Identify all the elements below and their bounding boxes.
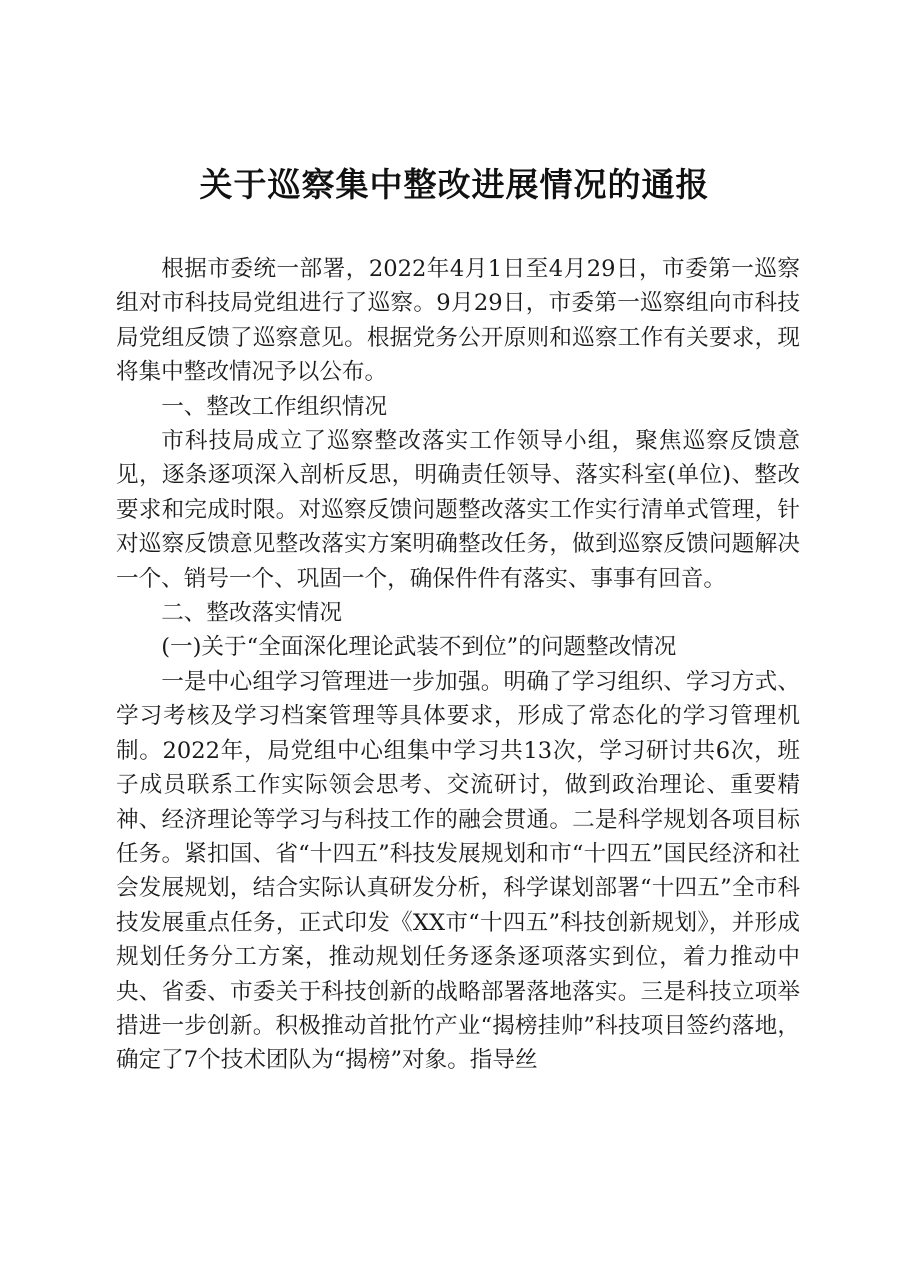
paragraph-organization: 市科技局成立了巡察整改落实工作领导小组，聚焦巡察反馈意见，逐条逐项深入剖析反思，明确责任领导、落实科室(单位)、整改要求和完成时限。对巡察反馈问题整改落实工作实行清单式管理，针对巡察反馈意见整改落实方案明确整改任务，做到巡察反馈问题解决一个、销号一个、巩固一个，确保件件有落实、事事有回音。 [116,428,800,592]
paragraph-intro: 根据市委统一部署，2022年4月1日至4月29日，市委第一巡察组对市科技局党组进行了巡察。9月29日，市委第一巡察组向市科技局党组反馈了巡察意见。根据党务公开原则和巡察工作有关要求，现将集中整改情况予以公布。 [116,256,800,386]
document-body [116,252,800,1078]
document-title: 关于巡察集中整改进展情况的通报 [199,165,710,204]
section-heading-2: 二、整改落实情况 [161,600,342,627]
paragraph-rectification-details: 一是中心组学习管理进一步加强。明确了学习组织、学习方式、学习考核及学习档案管理等具体要求，形成了常态化的学习管理机制。2022年，局党组中心组集中学习共13次，学习研讨共6次，班子成员联系工作实际领会思考、交流研讨，做到政治理论、重要精神、经济理论等学习与科技工作的融会贯通。二是科学规划各项目标任务。紧扣国、省“十四五”科技发展规划和市“十四五”国民经济和社会发展规划，结合实际认真研发分析，科学谋划部署“十四五”全市科技发展重点任务，正式印发《XX市“十四五”科技创新规划》，并形成规划任务分工方案，推动规划任务逐条逐项落实到位，着力推动中央、省委、市委关于科技创新的战略部署落地落实。三是科技立项举措进一步创新。积极推动首批竹产业“揭榜挂帅”科技项目签约落地，确定了7个技术团队为“揭榜”对象。指导丝 [116,668,800,1074]
section-heading-1: 一、整改工作组织情况 [161,393,388,420]
subsection-heading-1: (一)关于“全面深化理论武装不到位”的问题整改情况 [161,634,677,661]
